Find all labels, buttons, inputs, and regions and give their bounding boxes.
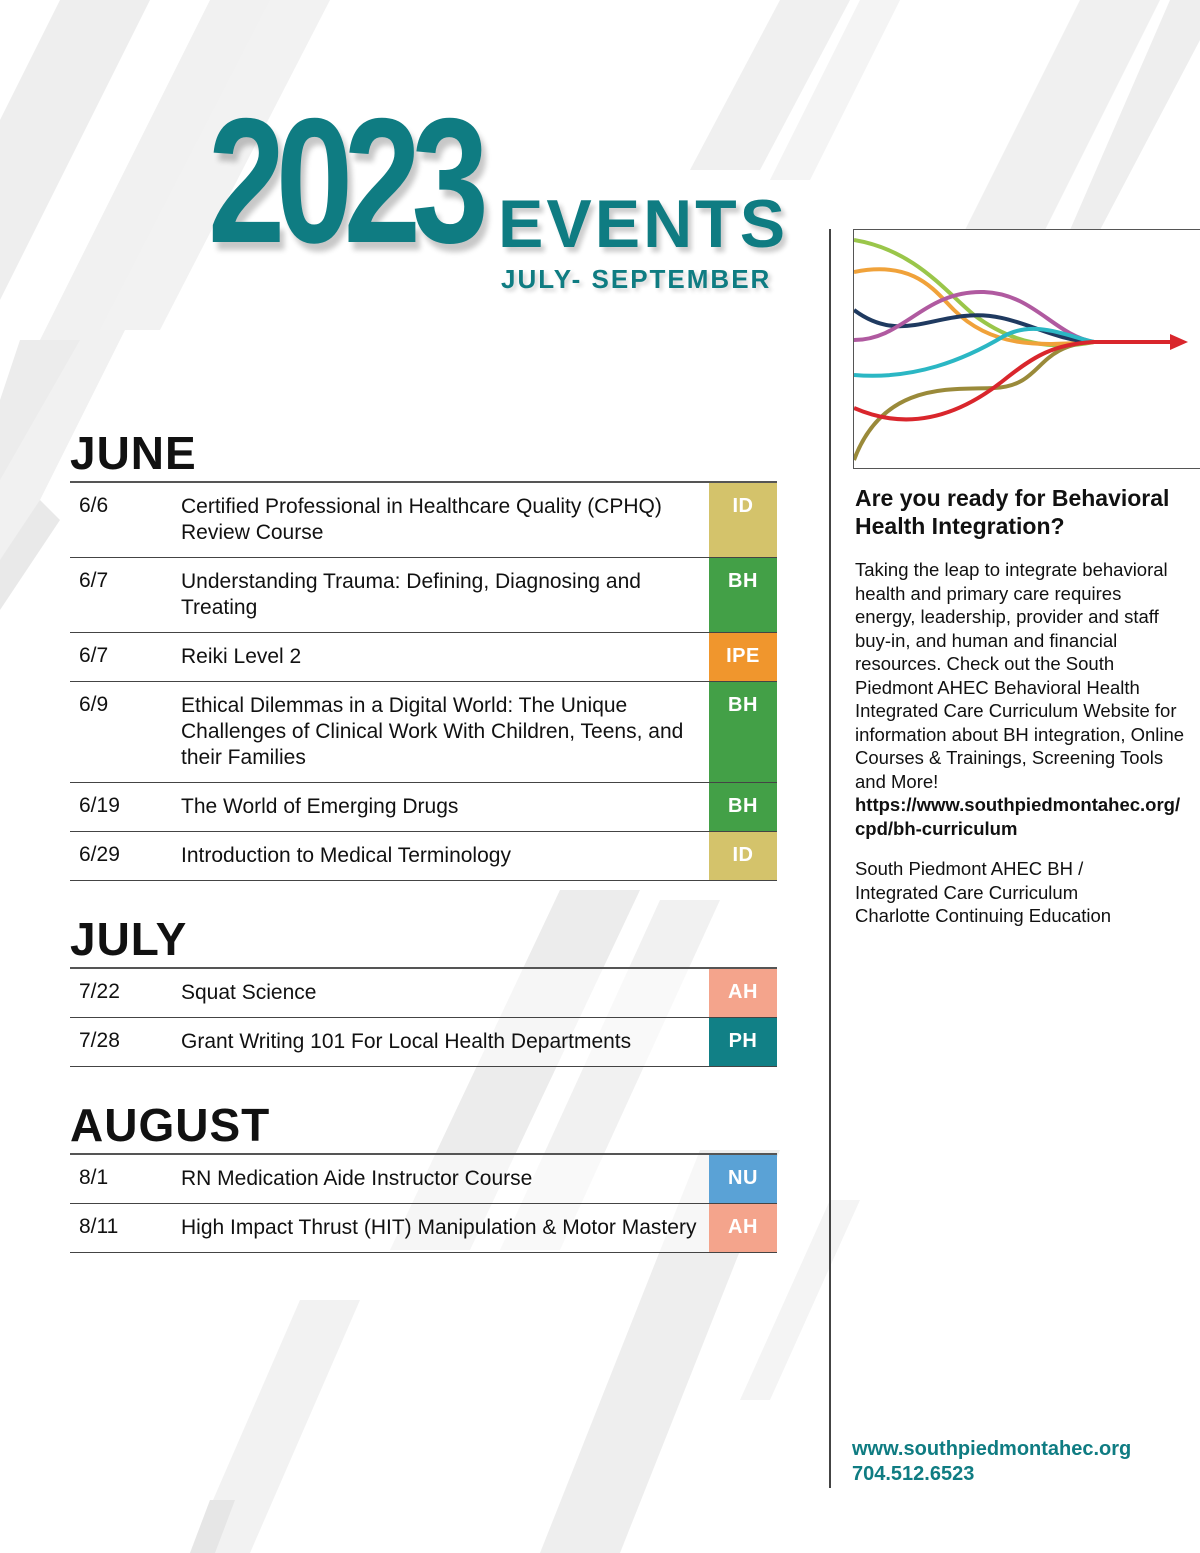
event-date: 7/22: [79, 980, 120, 1003]
event-date: 7/28: [79, 1029, 120, 1052]
event-title: RN Medication Aide Instructor Course: [181, 1167, 533, 1190]
event-date: 6/7: [79, 644, 109, 667]
events-title: EVENTS: [498, 186, 789, 262]
event-date: 6/9: [79, 693, 109, 716]
event-title: Understanding Trauma: Defining, Diagnosing and Treating: [181, 570, 641, 619]
event-title: Ethical Dilemmas in a Digital World: The Unique Challenges of Clinical Work With Children, Teens, and their Families: [181, 694, 684, 769]
event-date: 8/11: [79, 1215, 119, 1238]
event-date: 6/19: [79, 794, 120, 817]
event-row[interactable]: [70, 558, 777, 633]
curriculum-link[interactable]: https://www.southpiedmontahec.org/cpd/bh-curriculum: [855, 794, 1181, 839]
events-table: [70, 967, 777, 1067]
integration-graphic: [853, 229, 1200, 469]
event-title: The World of Emerging Drugs: [181, 795, 459, 818]
event-date: 6/29: [79, 843, 120, 866]
month-heading: JUNE: [70, 427, 197, 479]
events-table: [70, 481, 777, 881]
sidebar-text: [855, 484, 1185, 928]
credit-line: South Piedmont AHEC BH /: [855, 858, 1084, 879]
category-badge: ID: [709, 832, 777, 880]
event-row[interactable]: [70, 633, 777, 682]
date-range-subtitle: JULY- SEPTEMBER: [501, 264, 772, 294]
category-badge: IPE: [709, 633, 777, 681]
sidebar-credit: [855, 857, 1185, 928]
month-section-june: [70, 425, 777, 881]
event-title: Introduction to Medical Terminology: [181, 844, 511, 867]
category-badge: PH: [709, 1018, 777, 1066]
category-badge: AH: [709, 969, 777, 1017]
month-section-july: [70, 911, 777, 1067]
month-heading: JULY: [70, 913, 188, 965]
event-title: Squat Science: [181, 981, 317, 1004]
month-section-august: [70, 1097, 777, 1253]
event-title: Certified Professional in Healthcare Quality (CPHQ) Review Course: [181, 495, 662, 544]
event-date: 8/1: [79, 1166, 109, 1189]
event-date: 6/7: [79, 569, 109, 592]
page-header: [0, 0, 800, 320]
category-badge: BH: [709, 558, 777, 632]
event-date: 6/6: [79, 494, 109, 517]
category-badge: AH: [709, 1204, 777, 1252]
event-row[interactable]: [70, 1018, 777, 1067]
category-badge: BH: [709, 682, 777, 782]
events-list: [70, 425, 777, 1253]
event-title: Reiki Level 2: [181, 645, 302, 668]
event-row[interactable]: [70, 1204, 777, 1253]
event-title: Grant Writing 101 For Local Health Departments: [181, 1030, 632, 1053]
credit-line: Integrated Care Curriculum: [855, 881, 1079, 903]
event-title: High Impact Thrust (HIT) Manipulation & Motor Mastery: [181, 1216, 697, 1239]
category-badge: ID: [709, 483, 777, 557]
website-link[interactable]: www.southpiedmontahec.org: [852, 1438, 1132, 1460]
event-row[interactable]: [70, 682, 777, 783]
contact-footer: [852, 1437, 1131, 1487]
sidebar-heading: Are you ready for Behavioral Health Integration?: [855, 485, 1170, 539]
year-title: 2023: [208, 81, 480, 280]
events-table: [70, 1153, 777, 1253]
phone-number: 704.512.6523: [852, 1463, 975, 1485]
event-row[interactable]: [70, 969, 777, 1018]
event-row[interactable]: [70, 1155, 777, 1204]
category-badge: BH: [709, 783, 777, 831]
event-row[interactable]: [70, 832, 777, 881]
category-badge: NU: [709, 1155, 777, 1203]
column-divider: [829, 229, 831, 1488]
month-heading: AUGUST: [70, 1099, 271, 1151]
event-row[interactable]: [70, 483, 777, 558]
converging-lines-icon: [854, 230, 1200, 469]
credit-line: Charlotte Continuing Education: [855, 905, 1112, 926]
event-row[interactable]: [70, 783, 777, 832]
sidebar-body: Taking the leap to integrate behavioral health and primary care requires energy, leadership, provider and staff buy-in, and human and financial resources. Check out the South Piedmont AHEC Behavioral Health Integrated Care Curriculum Website for information about BH integration, Online Courses & Trainings, Screening Tools and More!: [855, 559, 1185, 792]
